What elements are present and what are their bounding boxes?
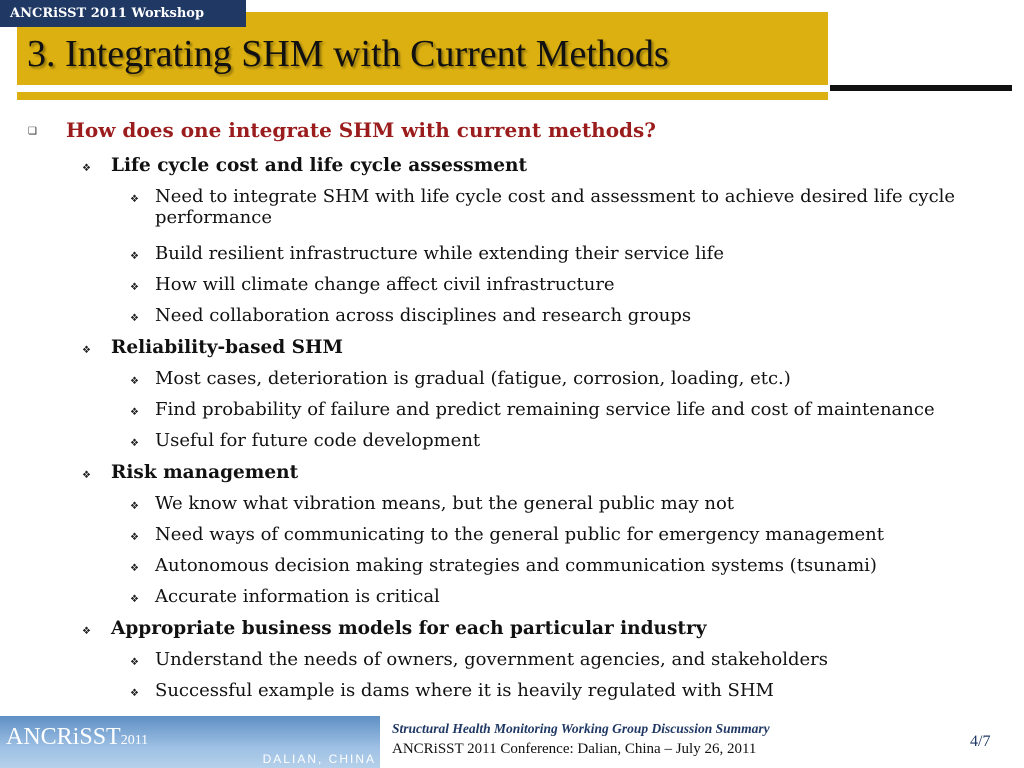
bullet-item: Build resilient infrastructure while extending their service life xyxy=(155,243,724,264)
footer-title: Structural Health Monitoring Working Group Discussion Summary xyxy=(392,721,770,736)
bullet-item: Most cases, deterioration is gradual (fatigue, corrosion, loading, etc.) xyxy=(155,368,791,389)
footer-city: DALIAN, CHINA xyxy=(262,752,376,766)
bullet-item: Useful for future code development xyxy=(155,430,481,451)
section-heading: Life cycle cost and life cycle assessment xyxy=(111,155,528,176)
section-heading: Risk management xyxy=(111,462,299,483)
title-rule xyxy=(830,85,1012,91)
diamond-bullet-icon: ❖ xyxy=(82,626,91,637)
diamond-bullet-icon: ❖ xyxy=(82,470,91,481)
diamond-bullet-icon: ❖ xyxy=(130,407,139,418)
diamond-bullet-icon: ❖ xyxy=(130,313,139,324)
main-question: How does one integrate SHM with current methods? xyxy=(66,118,656,142)
bullet-item: Need ways of communicating to the general public for emergency management xyxy=(155,524,884,545)
section-heading: Appropriate business models for each particular industry xyxy=(111,618,707,639)
bullet-item: Successful example is dams where it is heavily regulated with SHM xyxy=(155,680,774,701)
diamond-bullet-icon: ❖ xyxy=(130,194,139,205)
footer-logo: ANCRiSST2011 xyxy=(6,724,149,750)
workshop-tag: ANCRiSST 2011 Workshop xyxy=(0,0,246,27)
bullet-item: Autonomous decision making strategies and communication systems (tsunami) xyxy=(155,555,877,576)
diamond-bullet-icon: ❖ xyxy=(130,251,139,262)
footer-conference: ANCRiSST 2011 Conference: Dalian, China – July 26, 2011 xyxy=(392,741,757,757)
diamond-bullet-icon: ❖ xyxy=(130,532,139,543)
bullet-item: We know what vibration means, but the general public may not xyxy=(155,493,735,514)
bullet-item: How will climate change affect civil infrastructure xyxy=(155,274,615,295)
footer-logo-banner xyxy=(0,716,380,768)
bullet-item: Find probability of failure and predict remaining service life and cost of maintenance xyxy=(155,399,935,420)
page-number: 4/7 xyxy=(970,733,991,750)
diamond-bullet-icon: ❖ xyxy=(82,345,91,356)
diamond-bullet-icon: ❖ xyxy=(130,282,139,293)
title-underline xyxy=(17,92,828,100)
diamond-bullet-icon: ❖ xyxy=(82,163,91,174)
bullet-item: Need to integrate SHM with life cycle cost and assessment to achieve desired life cycle xyxy=(155,186,956,207)
square-bullet-icon: ❑ xyxy=(28,126,37,137)
diamond-bullet-icon: ❖ xyxy=(130,657,139,668)
diamond-bullet-icon: ❖ xyxy=(130,563,139,574)
diamond-bullet-icon: ❖ xyxy=(130,376,139,387)
slide-title: 3. Integrating SHM with Current Methods xyxy=(27,33,669,75)
section-heading: Reliability-based SHM xyxy=(111,337,343,358)
diamond-bullet-icon: ❖ xyxy=(130,594,139,605)
bullet-item: Accurate information is critical xyxy=(155,586,440,607)
diamond-bullet-icon: ❖ xyxy=(130,688,139,699)
diamond-bullet-icon: ❖ xyxy=(130,501,139,512)
bullet-item: performance xyxy=(155,207,273,228)
bullet-item: Need collaboration across disciplines and research groups xyxy=(155,305,692,326)
bullet-item: Understand the needs of owners, government agencies, and stakeholders xyxy=(155,649,829,670)
diamond-bullet-icon: ❖ xyxy=(130,438,139,449)
